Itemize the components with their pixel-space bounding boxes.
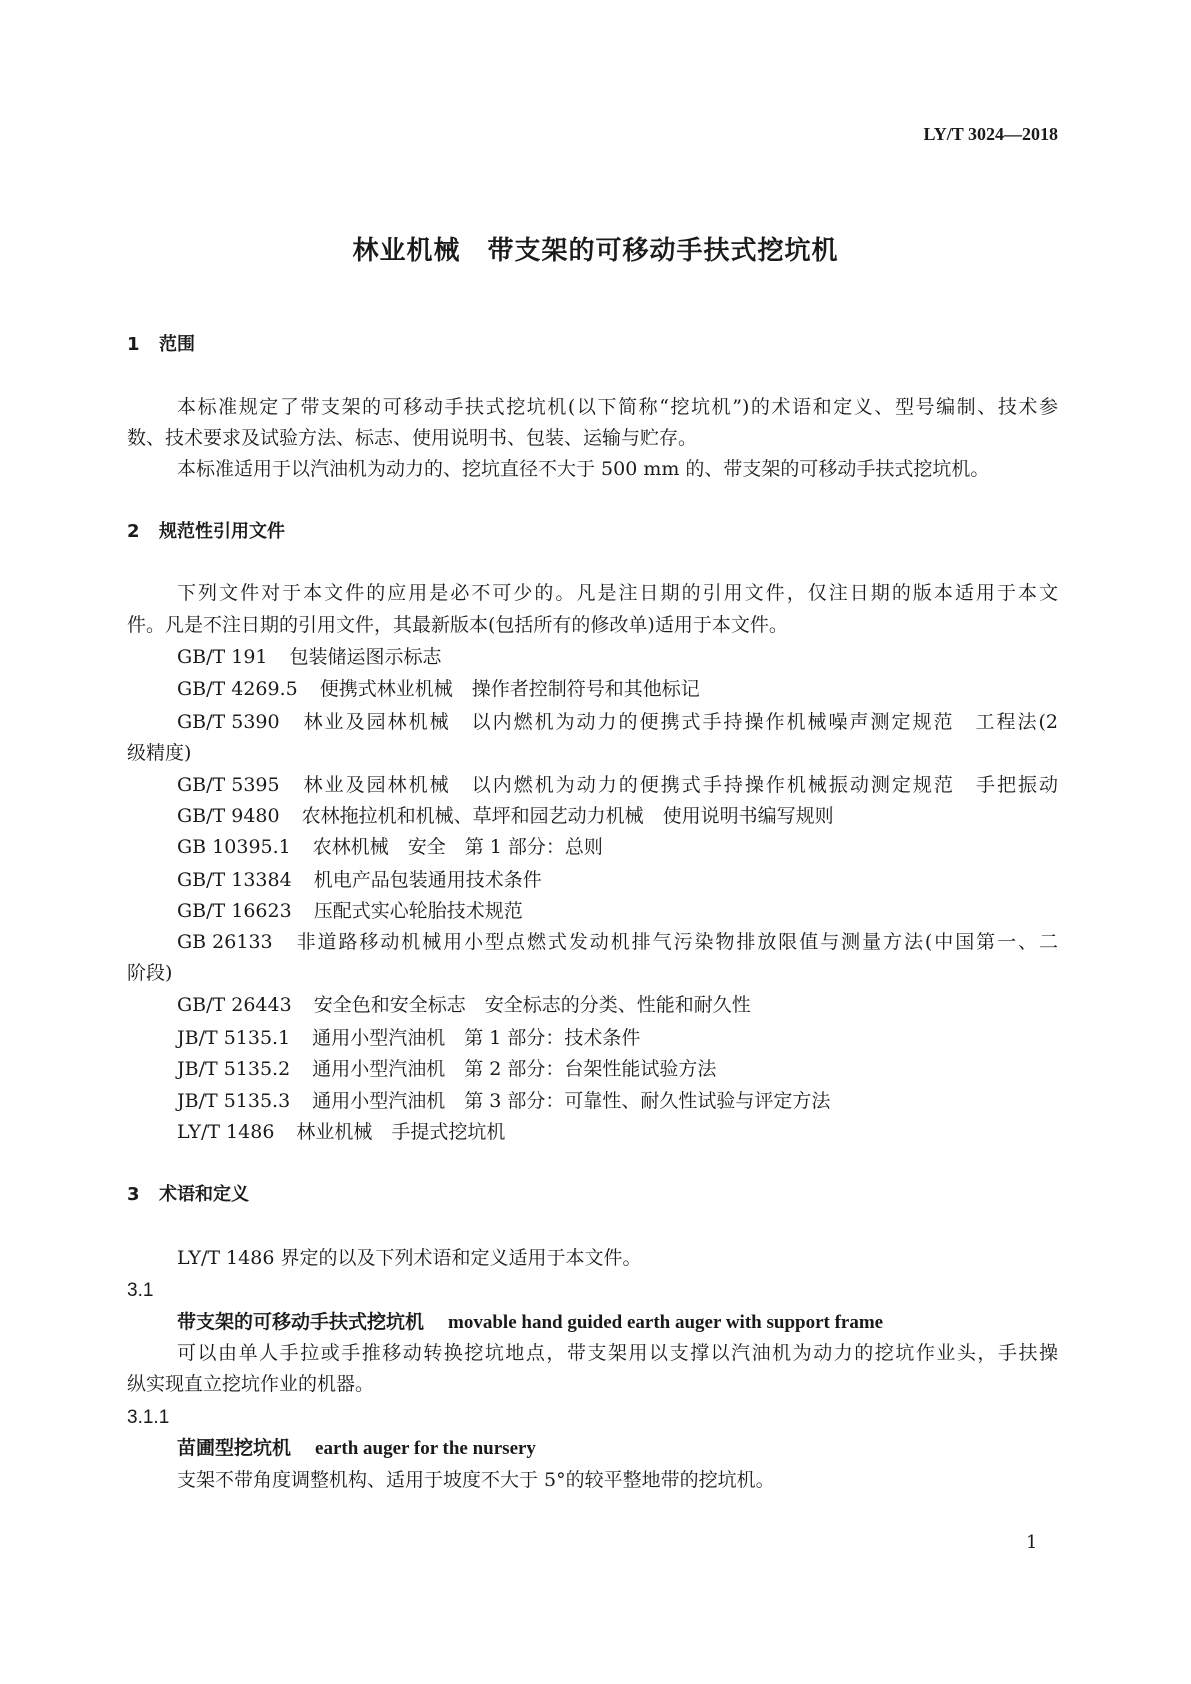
reference-code: GB/T 9480: [177, 805, 280, 827]
page-number: 1: [1026, 1532, 1038, 1553]
reference-code: GB/T 4269.5: [177, 678, 298, 700]
reference-title: 林业及园林机械 以内燃机为动力的便携式手持操作机械振动测定规范 手把振动: [301, 774, 1058, 796]
paragraph-line: 本标准规定了带支架的可移动手扶式挖坑机(以下简称“挖坑机”)的术语和定义、型号编制、技术参: [177, 396, 1058, 418]
reference-code: GB/T 191: [177, 646, 268, 668]
section-3-heading: [127, 1179, 1058, 1210]
reference-title: 通用小型汽油机 第 1 部分：技术条件: [312, 1027, 641, 1049]
reference-item: [177, 642, 1058, 673]
definition-line: 纵实现直立挖坑作业的机器。: [127, 1373, 375, 1395]
term-entry: [177, 1307, 1058, 1338]
reference-title: 通用小型汽油机 第 2 部分：台架性能试验方法: [312, 1058, 717, 1080]
reference-code: GB/T 5395: [177, 774, 280, 796]
section-number: 3: [127, 1184, 140, 1205]
section-1-heading: [127, 329, 1058, 360]
page-title: 林业机械 带支架的可移动手扶式挖坑机: [352, 236, 839, 266]
term-english: movable hand guided earth auger with support frame: [448, 1312, 884, 1333]
reference-code: GB/T 16623: [177, 900, 292, 922]
reference-item: [177, 1086, 1058, 1117]
term-english: earth auger for the nursery: [315, 1438, 536, 1459]
reference-item: [177, 990, 1058, 1021]
term-chinese: 带支架的可移动手扶式挖坑机: [177, 1311, 425, 1333]
reference-title: 安全色和安全标志 安全标志的分类、性能和耐久性: [313, 994, 751, 1016]
reference-item: [177, 927, 1058, 958]
document-number: LY/T 3024—2018: [923, 124, 1058, 144]
section-number: 1: [127, 334, 140, 355]
reference-title: 包装储运图示标志: [289, 646, 442, 668]
term-entry: [177, 1433, 1058, 1464]
definition-line: 支架不带角度调整机构、适用于坡度不大于 5°的较平整地带的挖坑机。: [177, 1469, 775, 1491]
reference-code: GB 10395.1: [177, 836, 291, 858]
reference-item: [177, 865, 1058, 896]
reference-title: 农林拖拉机和机械、草坪和园艺动力机械 使用说明书编写规则: [301, 805, 834, 827]
paragraph-line: 件。凡是不注日期的引用文件，其最新版本(包括所有的修改单)适用于本文件。: [127, 614, 788, 636]
reference-item: [177, 896, 1058, 927]
reference-title: 农林机械 安全 第 1 部分：总则: [312, 836, 603, 858]
section-2-heading: [127, 516, 1058, 547]
reference-title-continued: 级精度): [127, 742, 192, 764]
reference-title: 便携式林业机械 操作者控制符号和其他标记: [319, 678, 700, 700]
reference-code: LY/T 1486: [177, 1121, 275, 1143]
section-title: 术语和定义: [159, 1184, 249, 1205]
reference-code: GB 26133: [177, 931, 273, 953]
reference-item: [177, 707, 1058, 738]
reference-title: 非道路移动机械用小型点燃式发动机排气污染物排放限值与测量方法(中国第一、二: [294, 931, 1058, 953]
reference-item: [177, 770, 1058, 801]
reference-code: GB/T 5390: [177, 711, 280, 733]
paragraph-line: 下列文件对于本文件的应用是必不可少的。凡是注日期的引用文件，仅注日期的版本适用于本文: [177, 582, 1058, 604]
reference-item: [177, 1023, 1058, 1054]
reference-item: [177, 832, 1058, 863]
reference-item: [177, 801, 1058, 832]
reference-title: 机电产品包装通用技术条件: [313, 869, 542, 891]
term-chinese: 苗圃型挖坑机: [177, 1437, 292, 1459]
reference-title-continued: 阶段): [127, 962, 173, 984]
clause-number: 3.1: [127, 1280, 154, 1301]
reference-code: JB/T 5135.1: [177, 1027, 291, 1049]
paragraph-line: 数、技术要求及试验方法、标志、使用说明书、包装、运输与贮存。: [127, 427, 698, 449]
reference-code: JB/T 5135.2: [177, 1058, 291, 1080]
reference-item: [177, 1054, 1058, 1085]
reference-title: 林业及园林机械 以内燃机为动力的便携式手持操作机械噪声测定规范 工程法(2: [301, 711, 1058, 733]
paragraph: 本标准适用于以汽油机为动力的、挖坑直径不大于 500 mm 的、带支架的可移动手扶式挖坑机。: [177, 458, 990, 480]
section-number: 2: [127, 521, 140, 542]
definition-line: 可以由单人手拉或手推移动转换挖坑地点，带支架用以支撑以汽油机为动力的挖坑作业头，手扶操: [177, 1342, 1058, 1364]
reference-title: 压配式实心轮胎技术规范: [313, 900, 523, 922]
reference-title: 林业机械 手提式挖坑机: [296, 1121, 506, 1143]
reference-item: [177, 674, 1058, 705]
reference-code: GB/T 26443: [177, 994, 292, 1016]
reference-code: JB/T 5135.3: [177, 1090, 291, 1112]
clause-number: 3.1.1: [127, 1407, 170, 1428]
section-title: 规范性引用文件: [159, 521, 285, 542]
reference-title: 通用小型汽油机 第 3 部分：可靠性、耐久性试验与评定方法: [312, 1090, 831, 1112]
reference-item: [177, 1117, 1058, 1148]
reference-code: GB/T 13384: [177, 869, 292, 891]
section-title: 范围: [159, 334, 195, 355]
paragraph: LY/T 1486 界定的以及下列术语和定义适用于本文件。: [177, 1247, 642, 1269]
